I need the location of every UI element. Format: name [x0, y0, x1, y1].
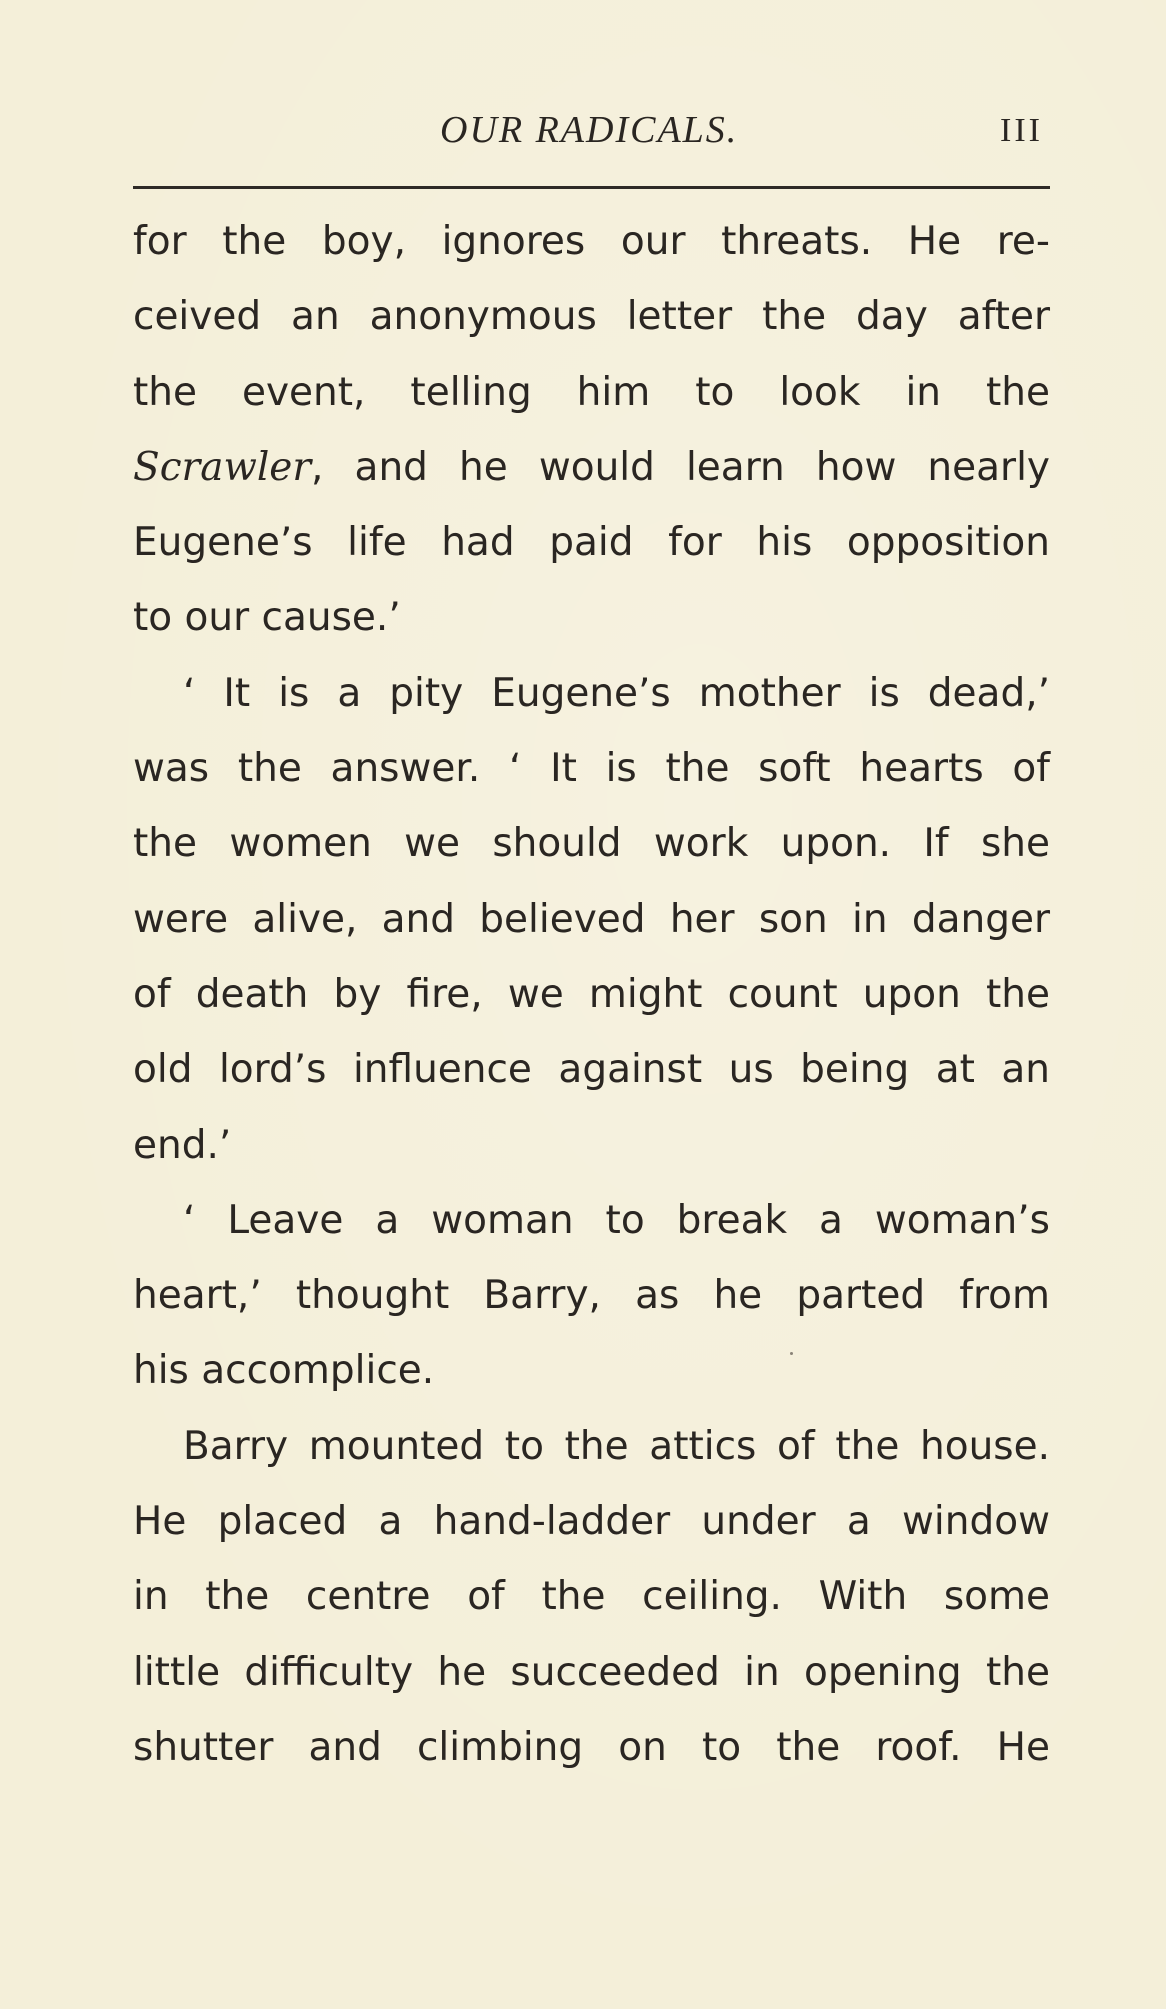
text-line: ‘ It is a pity Eugene’s mother is dead,’ — [183, 670, 1050, 716]
body-text — [133, 204, 1050, 1785]
text-line: shutter and climbing on to the roof. He — [133, 1724, 1050, 1770]
text-line: for the boy, ignores our threats. He re- — [133, 219, 1050, 264]
header-rule — [133, 186, 1050, 189]
page-number: III — [1000, 112, 1043, 149]
text-line: Barry mounted to the attics of the house. — [183, 1423, 1050, 1469]
text-line: were alive, and believed her son in danger — [133, 896, 1050, 942]
italic-title: Scrawler — [133, 444, 312, 490]
text-line: his accomplice. — [133, 1348, 435, 1394]
text-line: in the centre of the ceiling. With some — [133, 1574, 1050, 1620]
text-line: little difficulty he succeeded in opening the — [133, 1649, 1050, 1695]
text-line: old lord’s influence against us being at an — [133, 1047, 1050, 1093]
text-line: Eugene’s life had paid for his opposition — [133, 520, 1050, 566]
text-fragment: , and he would learn how nearly — [311, 444, 1050, 490]
text-line: of death by fire, we might count upon the — [133, 971, 1050, 1017]
text-line: He placed a hand-ladder under a window — [133, 1499, 1050, 1545]
text-line: to our cause.’ — [133, 595, 401, 641]
text-line — [133, 430, 1050, 505]
text-line: the event, telling him to look in the — [133, 369, 1050, 415]
text-line: was the answer. ‘ It is the soft hearts of — [133, 746, 1050, 792]
text-line: heart,’ thought Barry, as he parted from — [133, 1273, 1050, 1319]
running-head — [0, 108, 1166, 168]
text-line: end.’ — [133, 1122, 232, 1168]
text-line: the women we should work upon. If she — [133, 821, 1050, 867]
running-title: OUR RADICALS. — [440, 109, 739, 151]
text-line: ‘ Leave a woman to break a woman’s — [183, 1197, 1050, 1243]
text-line: ceived an anonymous letter the day after — [133, 294, 1050, 340]
paper-speck — [790, 1352, 793, 1355]
